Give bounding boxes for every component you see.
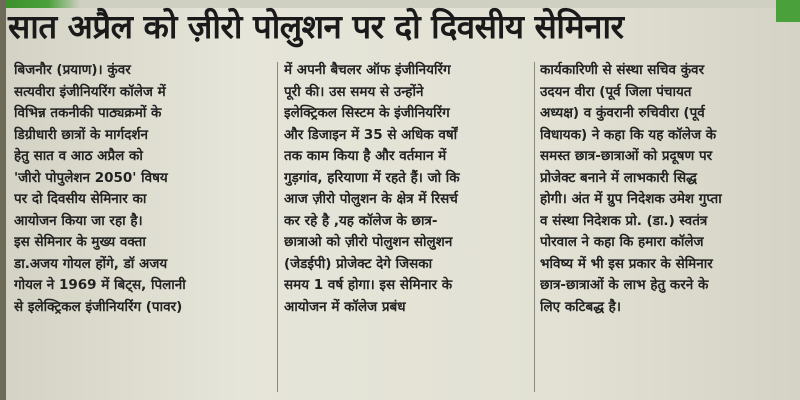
text-line: होगी। अंत में ग्रुप निदेशक उमेश गुप्ता [540, 191, 722, 207]
text-line: गुड़गांव, हरियाणा में रहते हैं। जो कि [284, 169, 460, 186]
text-line: पर दो दिवसीय सेमिनार का [14, 191, 147, 207]
column-divider [277, 62, 278, 392]
headline: सात अप्रैल को ज़ीरो पोलुशन पर दो दिवसीय सेमिनार [8, 7, 624, 46]
text-line: और डिजाइन में 35 से अधिक वर्षों [284, 126, 458, 143]
text-line: विधायक) ने कहा कि यह कॉलेज के [540, 126, 717, 143]
text-line: पूरी की। उस समय से उन्होंने [284, 83, 424, 100]
text-line: कर रहे है ,यह कॉलेज के छात्र- [284, 212, 438, 229]
text-line: सत्यवीरा इंजीनियरिंग कॉलेज में [14, 83, 166, 100]
text-line: व संस्था निदेशक प्रो. (डा.) स्वतंत्र [540, 212, 708, 229]
text-line: डिग्रीधारी छात्रों के मार्गदर्शन [14, 126, 149, 143]
text-line: आयोजन में कॉलेज प्रबंध [284, 298, 406, 315]
text-line: से इलेक्ट्रिकल इंजीनियरिंग (पावर) [14, 298, 183, 315]
text-line: डा.अजय गोयल होंगे, डॉ अजय [14, 255, 168, 272]
column-divider [534, 62, 535, 392]
article-column-3 [540, 60, 790, 400]
text-line: भविष्य में भी इस प्रकार के सेमिनार [540, 255, 713, 272]
text-line: उदयन वीरा (पूर्व जिला पंचायत [540, 83, 692, 100]
text-line: इलेक्ट्रिकल सिस्टम के इंजीनियरिंग [284, 105, 450, 121]
text-line: तक काम किया है और वर्तमान में [284, 148, 447, 164]
article-column-1 [14, 60, 272, 400]
text-line: समय 1 वर्ष होगा। इस सेमिनार के [284, 277, 453, 293]
text-line: बिजनौर (प्रयाण)। कुंवर [14, 62, 131, 78]
text-line: गोयल ने 1969 में बिट्स, पिलानी [14, 277, 186, 293]
text-line: छात्र-छात्राओं के लाभ हेतु करने के [540, 277, 709, 293]
left-edge [0, 0, 6, 400]
text-line: समस्त छात्र-छात्राओं को प्रदूषण पर [540, 148, 713, 164]
text-line: आयोजन किया जा रहा है। [14, 212, 143, 229]
text-line: इस सेमिनार के मुख्य वक्ता [14, 234, 146, 250]
text-line: लिए कटिबद्ध है। [540, 298, 621, 315]
text-line: प्रोजेक्ट बनाने में लाभकारी सिद्ध [540, 169, 697, 186]
text-line: 'जीरो पोपुलेशन 2050' विषय [14, 169, 168, 186]
text-line: हेतु सात व आठ अप्रैल को [14, 148, 143, 164]
text-line: (जेडईपी) प्रोजेक्ट देगे जिसका [284, 255, 433, 272]
article-column-2 [284, 60, 530, 400]
text-line: में अपनी बैचलर ऑफ इंजीनियरिंग [284, 62, 451, 78]
text-line: छात्राओ को ज़ीरो पोलुशन सोलुशन [284, 234, 453, 250]
text-line: अध्यक्ष) व कुंवरानी रुचिवीरा (पूर्व [540, 105, 705, 121]
text-line: विभिन्न तकनीकी पाठ्यक्रमों के [14, 105, 162, 121]
text-line: आज ज़ीरो पोलुशन के क्षेत्र में रिसर्च [284, 191, 458, 207]
text-line: पोरवाल ने कहा कि हमारा कॉलेज [540, 234, 704, 250]
text-line: कार्यकारिणी से संस्था सचिव कुंवर [540, 62, 705, 78]
